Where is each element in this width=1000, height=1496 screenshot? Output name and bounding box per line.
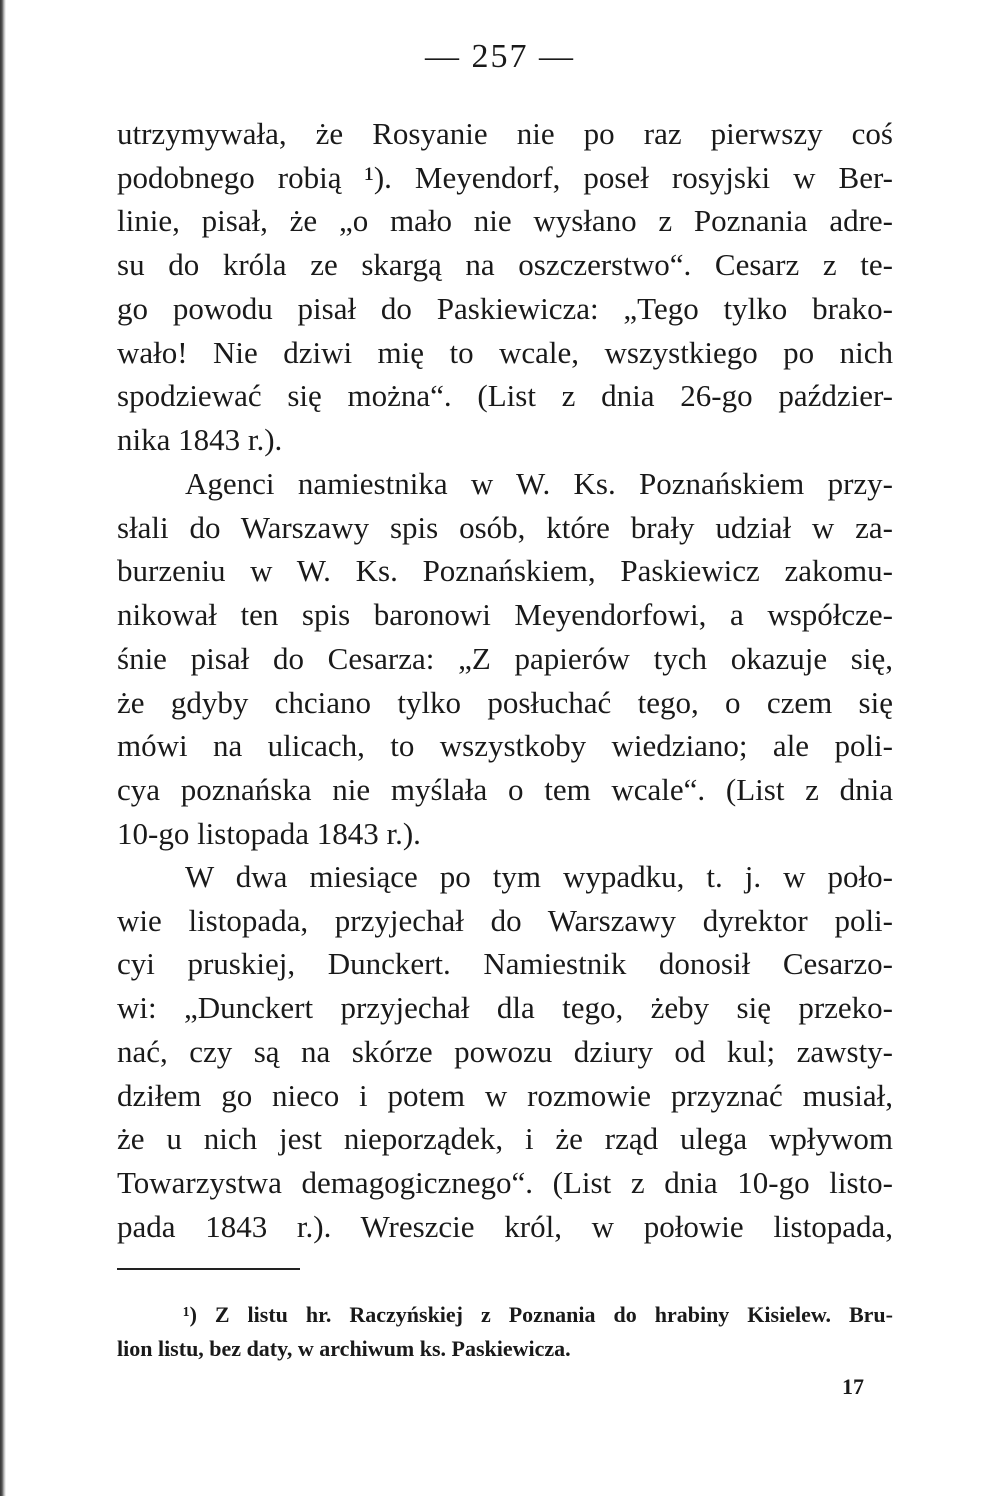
text-line: słali do Warszawy spis osób, które brały udział w za- [117, 509, 893, 545]
text-line: go powodu pisał do Paskiewicza: „Tego tylko brako- [117, 290, 893, 326]
text-line: Towarzystwa demagogicznego“. (List z dnia 10-go listo- [117, 1164, 893, 1200]
text-line: pada 1843 r.). Wreszcie król, w połowie listopada, [117, 1208, 893, 1244]
text-line: su do króla ze skargą na oszczerstwo“. Cesarz z te- [117, 247, 893, 283]
text-line: śnie pisał do Cesarza: „Z papierów tych okazuje się, [117, 640, 893, 676]
text-line: linie, pisał, że „o mało nie wysłano z Poznania adre- [117, 203, 893, 239]
text-line: nikował ten spis baronowi Meyendorfowi, a współcze- [117, 597, 893, 633]
text-line: burzeniu w W. Ks. Poznańskiem, Paskiewicz zakomu- [117, 553, 893, 589]
text-line: nać, czy są na skórze powozu dziury od kul; zawsty- [117, 1033, 893, 1069]
footnote-line: lion listu, bez daty, w archiwum ks. Paskiewicza. [117, 1336, 571, 1361]
text-line: dziłem go nieco i potem w rozmowie przyznać musiał, [117, 1077, 893, 1113]
text-line: spodziewać się można“. (List z dnia 26-go paździer- [117, 378, 893, 414]
text-line: mówi na ulicach, to wszystkoby wiedziano; ale poli- [117, 728, 893, 764]
text-line: cya poznańska nie myślała o tem wcale“. (List z dnia [117, 771, 893, 807]
footnote [117, 1298, 893, 1366]
footnote-line: ¹) Z listu hr. Raczyńskiej z Poznania do hrabiny Kisielew. Bru- [183, 1302, 893, 1327]
text-line: wie listopada, przyjechał do Warszawy dyrektor poli- [117, 902, 893, 938]
text-line: że gdyby chciano tylko posłuchać tego, o czem się [117, 684, 893, 720]
footnote-divider [117, 1268, 300, 1270]
page-number: — 257 — [425, 38, 575, 75]
text-line: nika 1843 r.). [117, 421, 283, 457]
paragraph-2 [117, 462, 893, 855]
paragraph-1 [117, 112, 893, 462]
text-line: 10-go listopada 1843 r.). [117, 815, 421, 851]
text-line: W dwa miesiące po tym wypadku, t. j. w poło- [185, 859, 893, 894]
text-line: Agenci namiestnika w W. Ks. Poznańskiem przy- [185, 466, 893, 501]
text-line: utrzymywała, że Rosyanie nie po raz pierwszy coś [117, 116, 893, 151]
text-line: wi: „Dunckert przyjechał dla tego, żeby się przeko- [117, 990, 893, 1026]
printer-signature: 17 [842, 1374, 864, 1399]
page-binding-edge [0, 0, 6, 1496]
text-line: podobnego robią ¹). Meyendorf, poseł rosyjski w Ber- [117, 159, 893, 195]
text-line: cyi pruskiej, Dunckert. Namiestnik donosił Cesarzo- [117, 946, 893, 982]
paragraph-3 [117, 855, 893, 1248]
text-line: że u nich jest nieporządek, i że rząd ulega wpływom [117, 1121, 893, 1157]
text-line: wało! Nie dziwi mię to wcale, wszystkiego po nich [117, 334, 893, 370]
